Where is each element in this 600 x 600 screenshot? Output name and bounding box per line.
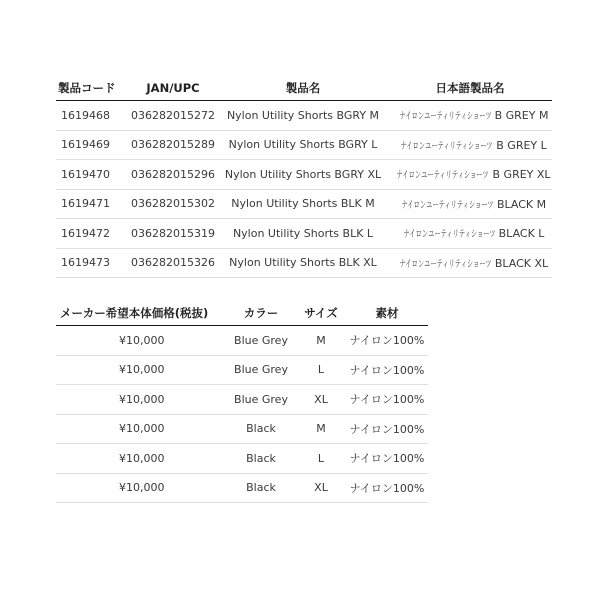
material-cell: ナイロン100% — [346, 326, 428, 356]
header-size: サイズ — [296, 301, 346, 326]
table-row — [56, 414, 428, 444]
header-material: 素材 — [346, 301, 428, 326]
price-cell: ¥10,000 — [56, 385, 226, 415]
jan-cell: 036282015302 — [128, 189, 218, 219]
price-cell: ¥10,000 — [56, 473, 226, 503]
table-row — [56, 326, 428, 356]
japanese-name-suffix: B GREY XL — [492, 168, 551, 182]
japanese-name-cell — [388, 160, 552, 190]
price-cell: ¥10,000 — [56, 326, 226, 356]
color-cell: Blue Grey — [226, 326, 296, 356]
jan-cell: 036282015319 — [128, 219, 218, 249]
header-product-code: 製品コード — [56, 76, 128, 101]
japanese-name-cell — [388, 219, 552, 249]
product-spec-table — [56, 76, 552, 278]
product-code-cell: 1619468 — [56, 101, 128, 131]
header-jan-upc: JAN/UPC — [128, 76, 218, 101]
japanese-name-cell — [388, 189, 552, 219]
product-name-cell: Nylon Utility Shorts BLK M — [218, 189, 388, 219]
product-code-cell: 1619470 — [56, 160, 128, 190]
price-cell: ¥10,000 — [56, 355, 226, 385]
japanese-name-prefix: ナイロンユーティリティショーツ — [398, 111, 492, 123]
product-name-cell: Nylon Utility Shorts BLK XL — [218, 248, 388, 278]
header-color: カラー — [226, 301, 296, 326]
color-cell: Blue Grey — [226, 355, 296, 385]
header-product-name: 製品名 — [218, 76, 388, 101]
japanese-name-prefix: ナイロンユーティリティショーツ — [401, 199, 494, 211]
product-name-cell: Nylon Utility Shorts BGRY XL — [218, 160, 388, 190]
table-row — [56, 248, 552, 278]
product-name-cell: Nylon Utility Shorts BGRY M — [218, 101, 388, 131]
size-cell: L — [296, 444, 346, 474]
japanese-name-suffix: BLACK M — [496, 197, 547, 211]
japanese-name-suffix: B GREY M — [494, 109, 549, 123]
jan-cell: 036282015296 — [128, 160, 218, 190]
size-cell: XL — [296, 385, 346, 415]
japanese-name-cell — [388, 130, 552, 160]
jan-cell: 036282015326 — [128, 248, 218, 278]
product-code-cell: 1619469 — [56, 130, 128, 160]
color-cell: Black — [226, 444, 296, 474]
japanese-name-prefix: ナイロンユーティリティショーツ — [396, 170, 489, 182]
product-table-header-row — [56, 76, 552, 101]
table-row — [56, 444, 428, 474]
japanese-name-prefix: ナイロンユーティリティショーツ — [403, 229, 496, 241]
japanese-name-cell — [388, 101, 552, 131]
price-spec-table — [56, 301, 428, 503]
japanese-name-suffix: BLACK XL — [494, 256, 549, 270]
product-code-cell: 1619473 — [56, 248, 128, 278]
table-row — [56, 189, 552, 219]
material-cell: ナイロン100% — [346, 385, 428, 415]
japanese-name-prefix: ナイロンユーティリティショーツ — [400, 140, 493, 152]
table-row — [56, 219, 552, 249]
jan-cell: 036282015272 — [128, 101, 218, 131]
material-cell: ナイロン100% — [346, 355, 428, 385]
color-cell: Black — [226, 473, 296, 503]
table-row — [56, 473, 428, 503]
price-table-header-row — [56, 301, 428, 326]
table-row — [56, 101, 552, 131]
material-cell: ナイロン100% — [346, 444, 428, 474]
product-name-cell: Nylon Utility Shorts BLK L — [218, 219, 388, 249]
jan-cell: 036282015289 — [128, 130, 218, 160]
color-cell: Black — [226, 414, 296, 444]
japanese-name-prefix: ナイロンユーティリティショーツ — [399, 258, 492, 270]
product-code-cell: 1619471 — [56, 189, 128, 219]
size-cell: XL — [296, 473, 346, 503]
size-cell: M — [296, 414, 346, 444]
japanese-name-suffix: B GREY L — [496, 138, 547, 152]
product-name-cell: Nylon Utility Shorts BGRY L — [218, 130, 388, 160]
price-cell: ¥10,000 — [56, 444, 226, 474]
size-cell: M — [296, 326, 346, 356]
product-code-cell: 1619472 — [56, 219, 128, 249]
table-row — [56, 355, 428, 385]
table-row — [56, 385, 428, 415]
table-row — [56, 130, 552, 160]
japanese-name-cell — [388, 248, 552, 278]
header-retail-price: メーカー希望本体価格(税抜) — [56, 301, 226, 326]
material-cell: ナイロン100% — [346, 414, 428, 444]
material-cell: ナイロン100% — [346, 473, 428, 503]
color-cell: Blue Grey — [226, 385, 296, 415]
size-cell: L — [296, 355, 346, 385]
table-row — [56, 160, 552, 190]
japanese-name-suffix: BLACK L — [498, 227, 545, 241]
header-japanese-product-name: 日本語製品名 — [388, 76, 552, 101]
price-cell: ¥10,000 — [56, 414, 226, 444]
